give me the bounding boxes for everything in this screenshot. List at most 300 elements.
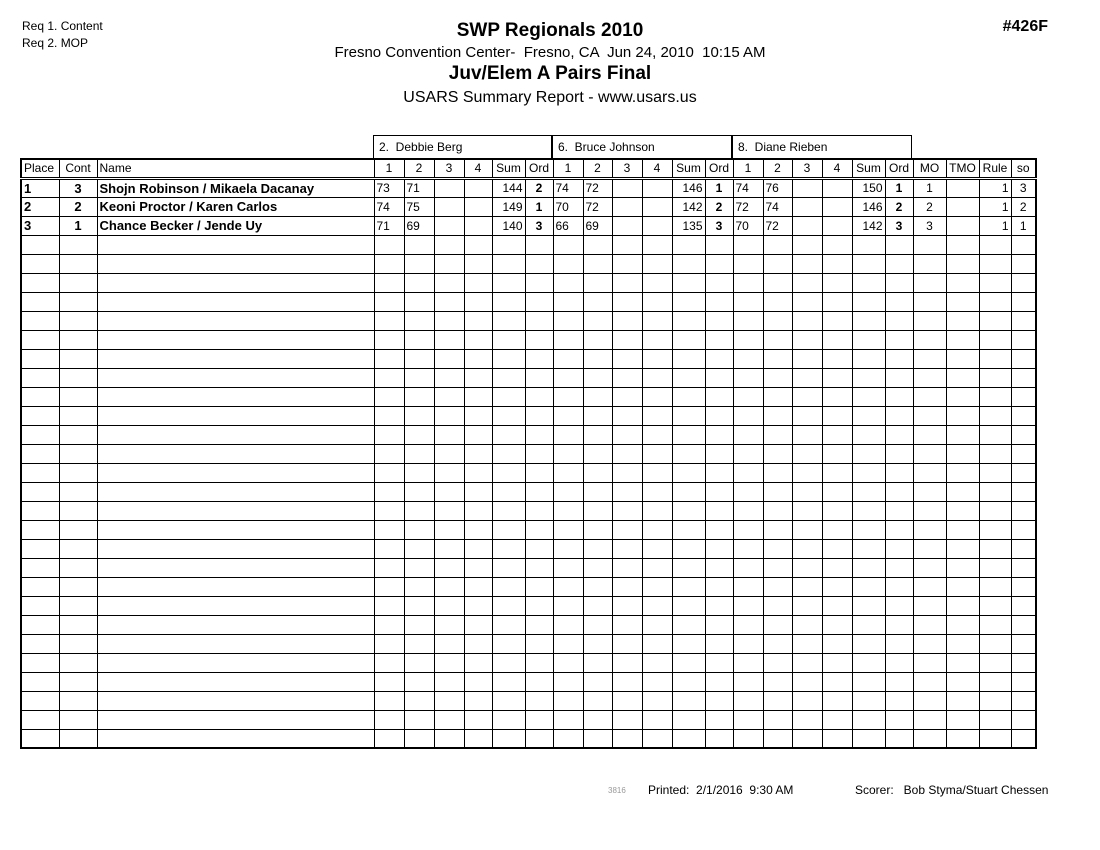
score-cell <box>792 653 822 672</box>
rule-cell <box>979 501 1011 520</box>
score-cell <box>464 197 492 216</box>
tmo-cell <box>946 729 979 748</box>
score-cell <box>434 501 464 520</box>
score-cell <box>583 710 612 729</box>
score-cell <box>374 520 404 539</box>
score-cell <box>464 330 492 349</box>
mo-cell <box>913 577 946 596</box>
score-cell <box>553 577 583 596</box>
score-cell <box>583 444 612 463</box>
score-cell: 74 <box>374 197 404 216</box>
score-cell <box>792 254 822 273</box>
sum-cell <box>852 615 885 634</box>
ordinal-cell <box>705 710 733 729</box>
place-cell <box>21 406 59 425</box>
ordinal-cell <box>885 710 913 729</box>
place-cell <box>21 292 59 311</box>
score-cell <box>612 216 642 235</box>
mo-cell <box>913 691 946 710</box>
score-cell <box>763 444 792 463</box>
ordinal-cell <box>705 463 733 482</box>
ordinal-cell <box>885 368 913 387</box>
score-cell <box>822 406 852 425</box>
name-cell <box>97 444 374 463</box>
score-cell <box>374 615 404 634</box>
sum-cell <box>852 273 885 292</box>
ordinal-cell <box>705 729 733 748</box>
score-cell <box>374 672 404 691</box>
contestant-number-cell: 2 <box>59 197 97 216</box>
rule-cell <box>979 273 1011 292</box>
score-cell <box>374 501 404 520</box>
score-cell <box>374 710 404 729</box>
score-cell <box>374 729 404 748</box>
score-cell <box>642 463 672 482</box>
so-cell <box>1011 615 1036 634</box>
ordinal-cell <box>885 615 913 634</box>
score-cell <box>642 577 672 596</box>
score-cell <box>464 482 492 501</box>
rule-cell <box>979 463 1011 482</box>
empty-result-row <box>21 387 1036 406</box>
score-cell <box>553 387 583 406</box>
sum-cell <box>492 691 525 710</box>
score-cell <box>612 482 642 501</box>
score-cell <box>733 311 763 330</box>
place-cell <box>21 729 59 748</box>
score-cell <box>733 444 763 463</box>
score-cell <box>792 615 822 634</box>
name-cell <box>97 330 374 349</box>
tmo-cell <box>946 539 979 558</box>
score-cell <box>404 425 434 444</box>
score-cell <box>792 368 822 387</box>
score-cell <box>553 311 583 330</box>
sum-cell <box>852 501 885 520</box>
score-cell <box>404 729 434 748</box>
score-cell <box>822 729 852 748</box>
contestant-number-cell <box>59 558 97 577</box>
ordinal-cell <box>705 539 733 558</box>
score-cell <box>553 425 583 444</box>
score-cell <box>374 349 404 368</box>
ordinal-cell <box>705 558 733 577</box>
name-cell <box>97 463 374 482</box>
mo-cell <box>913 330 946 349</box>
score-cell <box>434 520 464 539</box>
score-cell <box>733 596 763 615</box>
score-cell <box>464 292 492 311</box>
score-cell <box>583 501 612 520</box>
score-cell <box>404 539 434 558</box>
score-cell <box>404 330 434 349</box>
score-cell <box>822 254 852 273</box>
score-cell <box>553 653 583 672</box>
score-col-header: 4 <box>464 159 492 178</box>
name-cell <box>97 368 374 387</box>
score-cell: 74 <box>553 178 583 197</box>
sum-cell <box>492 520 525 539</box>
ordinal-cell <box>885 596 913 615</box>
name-cell <box>97 254 374 273</box>
score-cell <box>763 482 792 501</box>
ordinal-cell <box>885 634 913 653</box>
score-cell <box>733 406 763 425</box>
score-cell <box>822 501 852 520</box>
ordinal-cell <box>525 520 553 539</box>
name-cell: Chance Becker / Jende Uy <box>97 216 374 235</box>
score-cell <box>792 729 822 748</box>
empty-result-row <box>21 634 1036 653</box>
place-cell <box>21 672 59 691</box>
score-cell <box>583 729 612 748</box>
score-cell <box>464 653 492 672</box>
tmo-cell <box>946 292 979 311</box>
score-cell <box>642 273 672 292</box>
ordinal-cell <box>705 368 733 387</box>
rule-cell <box>979 520 1011 539</box>
name-cell <box>97 482 374 501</box>
name-cell <box>97 387 374 406</box>
mo-cell <box>913 311 946 330</box>
rule-cell <box>979 577 1011 596</box>
rule-header: Rule <box>979 159 1011 178</box>
mo-cell <box>913 254 946 273</box>
sum-cell <box>852 368 885 387</box>
place-cell <box>21 444 59 463</box>
score-cell <box>374 311 404 330</box>
so-cell <box>1011 558 1036 577</box>
score-col-header: 2 <box>583 159 612 178</box>
score-cell <box>464 349 492 368</box>
ordinal-cell <box>705 254 733 273</box>
score-cell <box>464 691 492 710</box>
score-cell <box>374 368 404 387</box>
name-cell <box>97 634 374 653</box>
score-cell <box>733 254 763 273</box>
empty-result-row <box>21 254 1036 273</box>
score-cell <box>642 691 672 710</box>
place-cell <box>21 235 59 254</box>
score-cell <box>434 254 464 273</box>
score-cell <box>583 596 612 615</box>
score-cell: 73 <box>374 178 404 197</box>
score-cell <box>404 596 434 615</box>
results-table-wrap <box>20 135 1035 749</box>
sum-cell <box>672 235 705 254</box>
score-cell <box>553 330 583 349</box>
score-cell <box>733 349 763 368</box>
sum-cell <box>672 292 705 311</box>
score-cell <box>733 520 763 539</box>
score-cell <box>374 558 404 577</box>
empty-result-row <box>21 501 1036 520</box>
sum-cell <box>492 501 525 520</box>
score-cell <box>464 729 492 748</box>
sum-cell <box>492 577 525 596</box>
rule-cell <box>979 406 1011 425</box>
sum-cell <box>852 349 885 368</box>
ordinal-cell <box>885 273 913 292</box>
score-cell <box>553 558 583 577</box>
score-cell <box>374 691 404 710</box>
empty-result-row <box>21 330 1036 349</box>
score-cell <box>642 349 672 368</box>
score-cell <box>464 615 492 634</box>
sum-cell <box>852 406 885 425</box>
score-cell <box>763 691 792 710</box>
name-cell <box>97 235 374 254</box>
result-row <box>21 216 1036 235</box>
result-row <box>21 178 1036 197</box>
empty-result-row <box>21 596 1036 615</box>
score-col-header: 1 <box>374 159 404 178</box>
score-cell <box>464 425 492 444</box>
score-cell <box>763 387 792 406</box>
so-cell <box>1011 463 1036 482</box>
score-cell <box>822 653 852 672</box>
mo-cell <box>913 539 946 558</box>
score-cell <box>404 254 434 273</box>
score-cell <box>612 368 642 387</box>
tmo-cell <box>946 653 979 672</box>
empty-result-row <box>21 539 1036 558</box>
ordinal-cell <box>885 501 913 520</box>
rule-cell <box>979 596 1011 615</box>
score-cell <box>792 311 822 330</box>
mo-cell <box>913 425 946 444</box>
name-cell <box>97 292 374 311</box>
empty-result-row <box>21 615 1036 634</box>
place-header: Place <box>21 159 59 178</box>
ordinal-cell: 2 <box>885 197 913 216</box>
empty-result-row <box>21 311 1036 330</box>
req-line-2: Req 2. MOP <box>22 36 89 50</box>
place-cell <box>21 691 59 710</box>
score-cell <box>763 292 792 311</box>
score-cell <box>374 634 404 653</box>
ordinal-cell <box>525 558 553 577</box>
sum-cell <box>672 463 705 482</box>
rule-cell <box>979 349 1011 368</box>
score-cell <box>374 444 404 463</box>
score-cell <box>612 197 642 216</box>
score-cell <box>642 710 672 729</box>
sum-cell <box>672 273 705 292</box>
sum-cell <box>492 311 525 330</box>
ordinal-cell <box>705 482 733 501</box>
ordinal-cell <box>705 349 733 368</box>
score-cell <box>733 501 763 520</box>
score-cell <box>553 368 583 387</box>
so-cell <box>1011 539 1036 558</box>
ordinal-cell <box>705 672 733 691</box>
rule-cell <box>979 387 1011 406</box>
score-cell <box>822 691 852 710</box>
contestant-number-cell <box>59 653 97 672</box>
judge-name-box: 6. Bruce Johnson <box>552 135 732 158</box>
name-cell: Keoni Proctor / Karen Carlos <box>97 197 374 216</box>
score-cell <box>763 406 792 425</box>
score-cell <box>822 577 852 596</box>
place-cell <box>21 520 59 539</box>
ordinal-cell <box>885 406 913 425</box>
rule-cell <box>979 425 1011 444</box>
ordinal-cell <box>525 406 553 425</box>
score-cell <box>822 292 852 311</box>
score-cell <box>792 197 822 216</box>
sum-cell <box>492 463 525 482</box>
score-cell <box>404 235 434 254</box>
printed-timestamp: Printed: 2/1/2016 9:30 AM <box>648 783 794 797</box>
sum-cell <box>492 653 525 672</box>
score-cell <box>642 311 672 330</box>
score-cell <box>434 292 464 311</box>
score-cell <box>464 273 492 292</box>
score-cell <box>612 520 642 539</box>
rule-cell <box>979 691 1011 710</box>
score-cell <box>374 292 404 311</box>
mo-cell <box>913 596 946 615</box>
score-cell <box>642 520 672 539</box>
name-cell <box>97 349 374 368</box>
score-cell <box>464 634 492 653</box>
mo-header: MO <box>913 159 946 178</box>
score-cell <box>822 558 852 577</box>
score-cell <box>583 311 612 330</box>
place-cell <box>21 387 59 406</box>
ordinal-cell: 3 <box>525 216 553 235</box>
so-cell <box>1011 596 1036 615</box>
contestant-number-cell <box>59 406 97 425</box>
sum-cell: 146 <box>672 178 705 197</box>
ordinal-cell: 1 <box>525 197 553 216</box>
score-cell <box>792 387 822 406</box>
score-cell <box>612 178 642 197</box>
ordinal-cell <box>885 558 913 577</box>
score-cell <box>404 463 434 482</box>
score-cell <box>553 691 583 710</box>
score-cell <box>792 273 822 292</box>
ord-col-header: Ord <box>885 159 913 178</box>
rule-cell <box>979 292 1011 311</box>
sum-cell: 146 <box>852 197 885 216</box>
empty-result-row <box>21 273 1036 292</box>
score-col-header: 4 <box>822 159 852 178</box>
ordinal-cell <box>525 349 553 368</box>
sum-cell <box>672 501 705 520</box>
so-cell <box>1011 254 1036 273</box>
rule-cell <box>979 311 1011 330</box>
ordinal-cell <box>705 406 733 425</box>
ordinal-cell: 2 <box>705 197 733 216</box>
contestant-number-cell <box>59 368 97 387</box>
score-cell <box>612 406 642 425</box>
sum-cell <box>852 520 885 539</box>
empty-result-row <box>21 672 1036 691</box>
score-cell <box>374 482 404 501</box>
mo-cell <box>913 235 946 254</box>
ordinal-cell <box>525 292 553 311</box>
score-cell <box>822 482 852 501</box>
score-cell <box>642 444 672 463</box>
score-cell: 71 <box>404 178 434 197</box>
score-cell <box>612 653 642 672</box>
sum-cell <box>672 311 705 330</box>
ordinal-cell <box>525 596 553 615</box>
score-cell <box>553 254 583 273</box>
empty-result-row <box>21 558 1036 577</box>
score-cell <box>763 710 792 729</box>
score-cell <box>612 235 642 254</box>
score-cell <box>583 235 612 254</box>
score-cell <box>792 444 822 463</box>
score-cell <box>612 273 642 292</box>
empty-result-row <box>21 482 1036 501</box>
mo-cell <box>913 406 946 425</box>
score-cell <box>434 577 464 596</box>
score-cell <box>763 254 792 273</box>
score-cell <box>612 425 642 444</box>
empty-result-row <box>21 368 1036 387</box>
score-cell <box>792 634 822 653</box>
sum-cell <box>492 596 525 615</box>
name-cell <box>97 273 374 292</box>
score-cell <box>464 254 492 273</box>
name-cell <box>97 691 374 710</box>
rule-cell: 1 <box>979 216 1011 235</box>
place-cell <box>21 273 59 292</box>
rule-cell <box>979 729 1011 748</box>
score-cell <box>822 520 852 539</box>
score-cell <box>464 710 492 729</box>
score-cell <box>822 444 852 463</box>
contestant-number-cell <box>59 273 97 292</box>
empty-result-row <box>21 691 1036 710</box>
score-col-header: 1 <box>733 159 763 178</box>
sum-cell <box>852 387 885 406</box>
ordinal-cell <box>525 615 553 634</box>
sum-cell <box>672 653 705 672</box>
score-cell <box>434 691 464 710</box>
contestant-number-cell: 3 <box>59 178 97 197</box>
score-col-header: 4 <box>642 159 672 178</box>
so-cell <box>1011 577 1036 596</box>
score-cell <box>434 558 464 577</box>
score-cell <box>792 577 822 596</box>
score-cell <box>464 178 492 197</box>
score-cell <box>583 520 612 539</box>
score-cell <box>374 463 404 482</box>
score-cell <box>733 425 763 444</box>
sum-cell <box>492 330 525 349</box>
sum-cell <box>492 615 525 634</box>
so-cell: 2 <box>1011 197 1036 216</box>
ordinal-cell: 2 <box>525 178 553 197</box>
score-cell <box>434 482 464 501</box>
score-cell <box>733 539 763 558</box>
sum-cell <box>852 634 885 653</box>
name-cell <box>97 729 374 748</box>
sum-cell <box>852 577 885 596</box>
sum-cell <box>852 653 885 672</box>
score-cell <box>612 444 642 463</box>
sum-cell <box>852 425 885 444</box>
so-cell <box>1011 729 1036 748</box>
mo-cell: 2 <box>913 197 946 216</box>
ordinal-cell <box>525 235 553 254</box>
score-cell <box>612 634 642 653</box>
